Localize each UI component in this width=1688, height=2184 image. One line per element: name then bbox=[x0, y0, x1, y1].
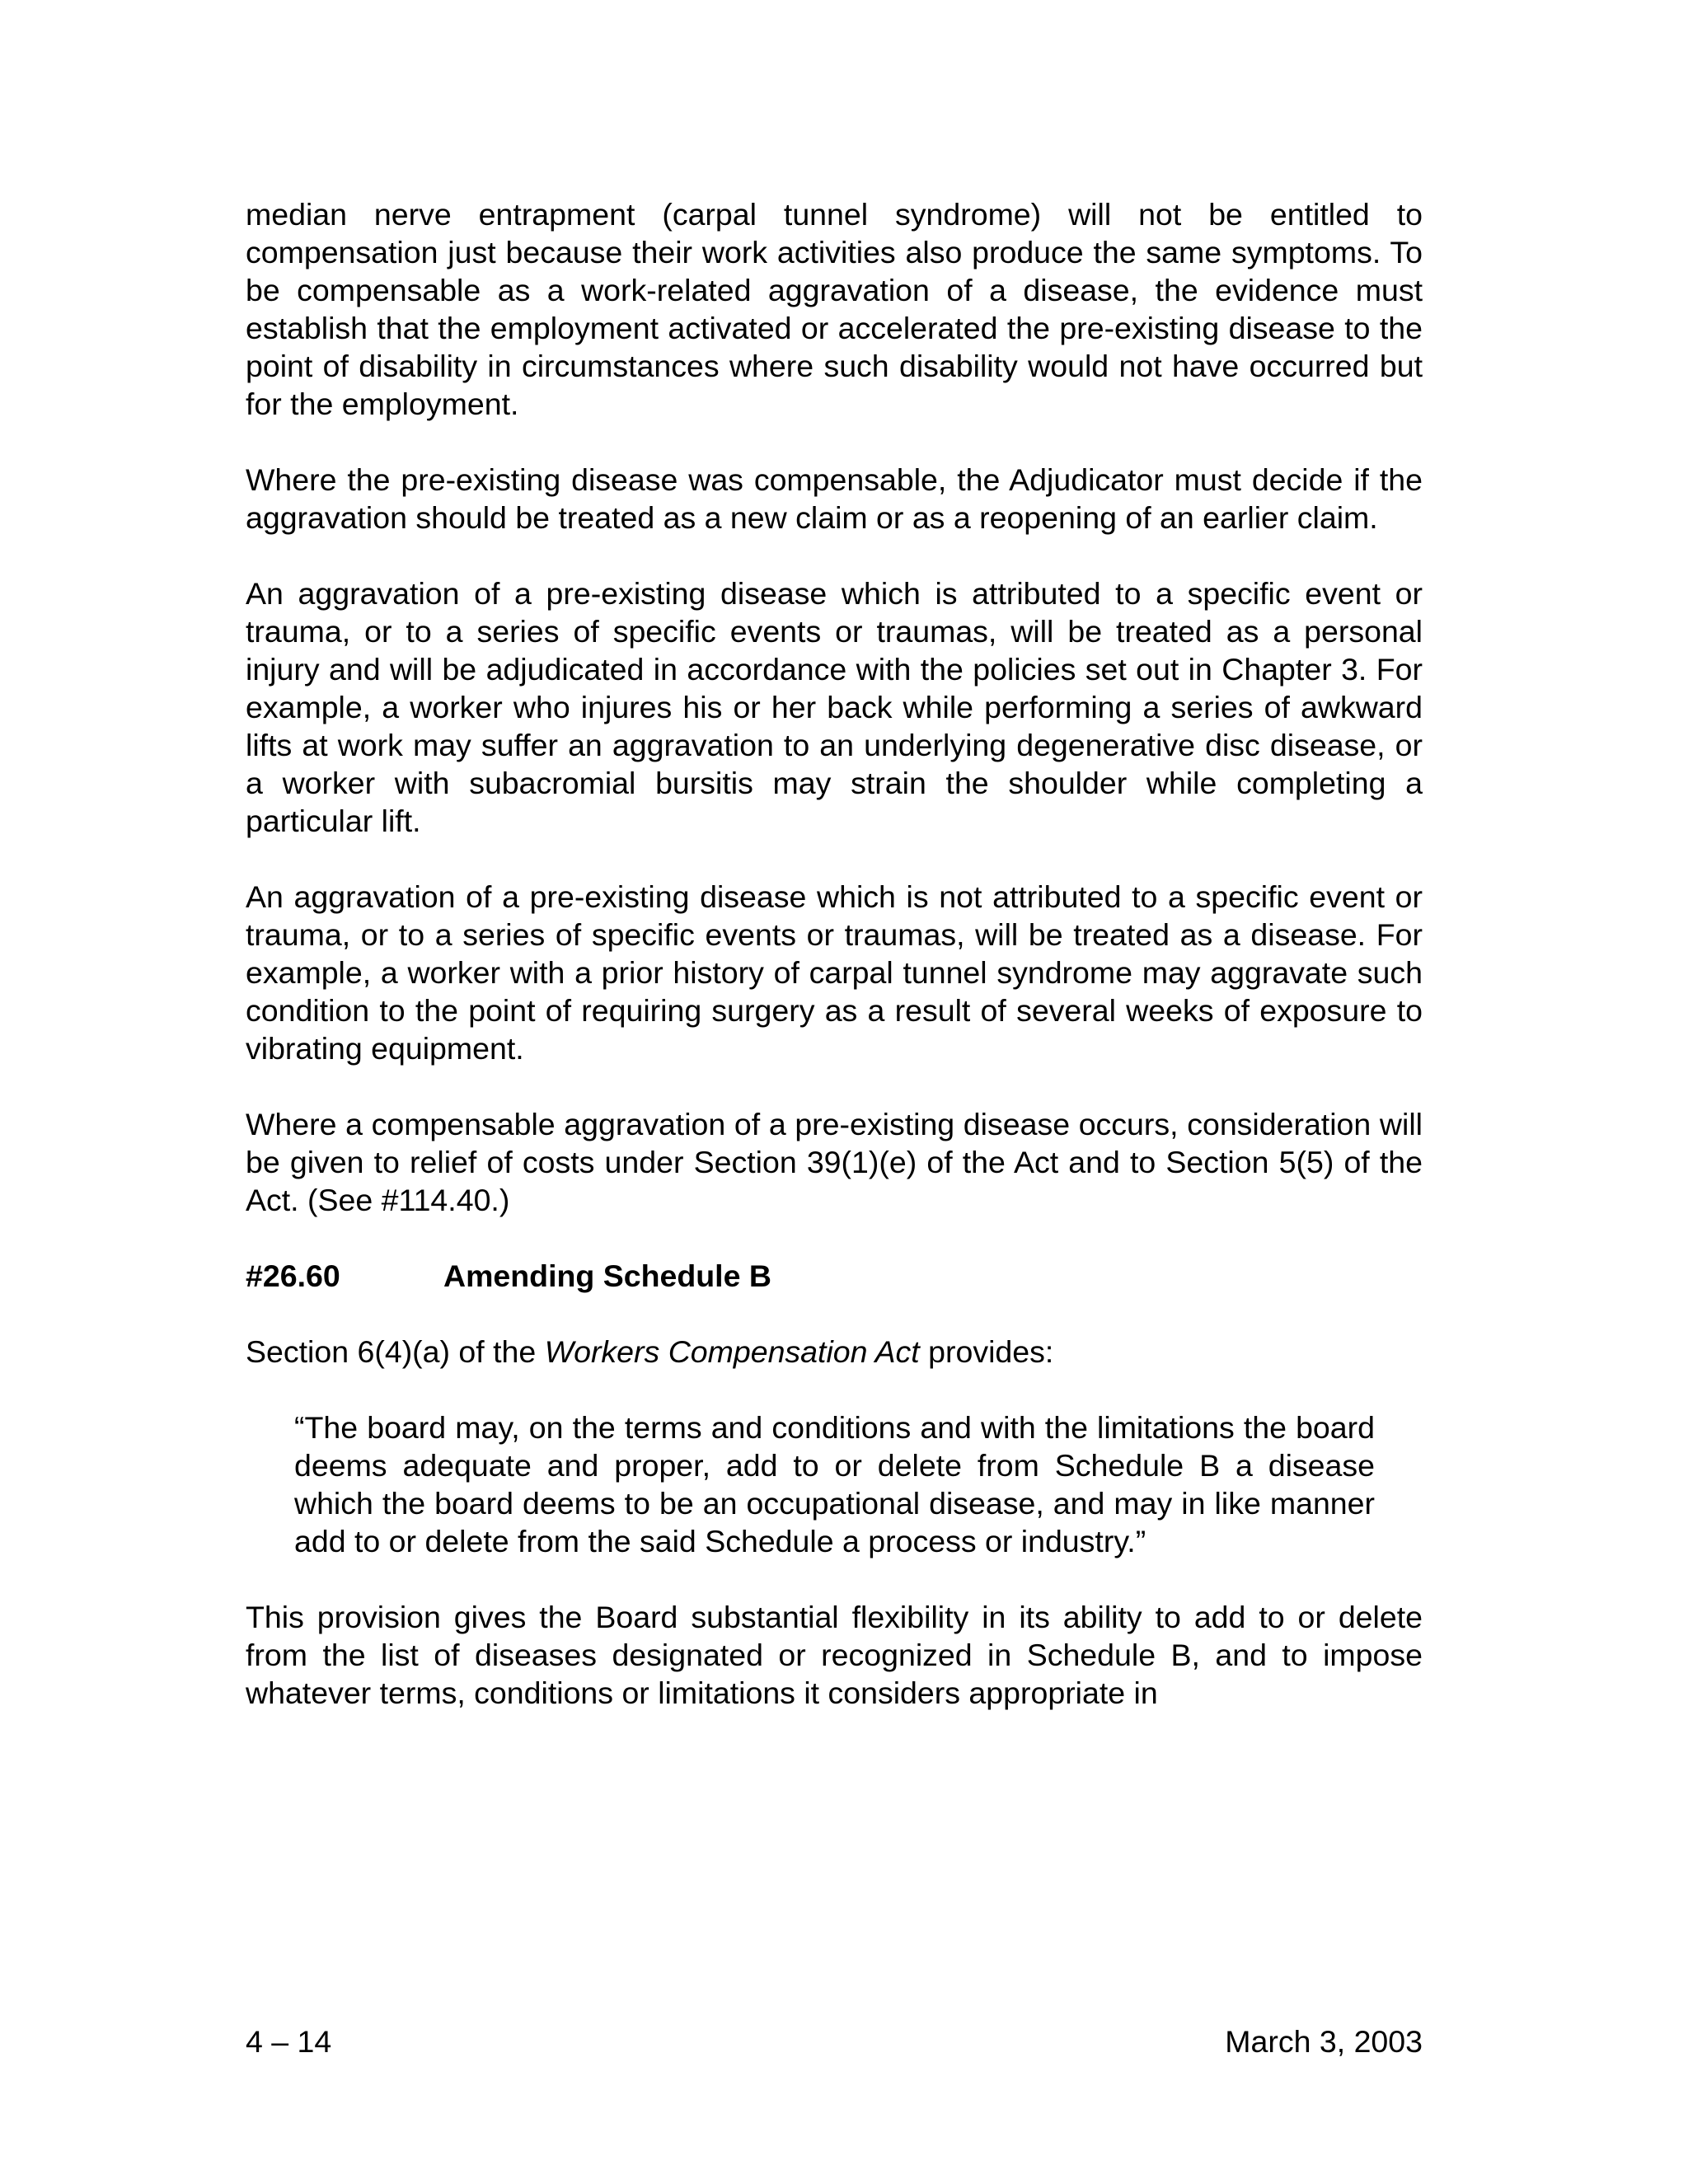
section-heading bbox=[246, 1257, 1423, 1295]
paragraph-median-nerve: median nerve entrapment (carpal tunnel syndrome) will not be entitled to compensation just because their work activities also produce the same symptoms. To be compensable as a work-related aggravation of a disease, the evidence must establish that the employment activated or accelerated the pre-existing disease to the point of disability in circumstances where such disability would not have occurred but for the employment. bbox=[246, 197, 1423, 421]
section-title: Amending Schedule B bbox=[443, 1258, 771, 1293]
paragraph-section-6-4-a bbox=[246, 1333, 1423, 1371]
page-footer bbox=[246, 2022, 1423, 2060]
paragraph-suffix: provides: bbox=[919, 1334, 1054, 1369]
paragraph-specific-event-aggravation: An aggravation of a pre-existing disease which is attributed to a specific event or trauma, or to a series of specific events or traumas, will be treated as a personal injury and will be adjudicated in accordance with the policies set out in Chapter 3. For example, a worker who injures his or her back while performing a series of awkward lifts at work may suffer an aggravation to an underlying degenerative disc disease, or a worker with subacromial bursitis may strain the shoulder while completing a particular lift. bbox=[246, 576, 1423, 838]
paragraph-relief-of-costs: Where a compensable aggravation of a pre-existing disease occurs, consideration will be given to relief of costs under Section 39(1)(e) of the Act and to Section 5(5) of the Act. (See #114.40.) bbox=[246, 1107, 1423, 1217]
document-body bbox=[246, 195, 1423, 1750]
paragraph-board-flexibility: This provision gives the Board substantial flexibility in its ability to add to or delete from the list of diseases designated or recognized in Schedule B, and to impose whatever terms, conditions or limitations it considers appropriate in bbox=[246, 1600, 1423, 1710]
paragraph-compensable-pre-existing: Where the pre-existing disease was compensable, the Adjudicator must decide if the aggravation should be treated as a new claim or as a reopening of an earlier claim. bbox=[246, 462, 1423, 535]
footer-date: March 3, 2003 bbox=[1225, 2024, 1423, 2059]
paragraph-prefix: Section 6(4)(a) of the bbox=[246, 1334, 545, 1369]
act-title-italic: Workers Compensation Act bbox=[544, 1334, 920, 1369]
paragraph-non-specific-aggravation: An aggravation of a pre-existing disease which is not attributed to a specific event or trauma, or to a series of specific events or traumas, will be treated as a disease. For example, a worker with a prior history of carpal tunnel syndrome may aggravate such condition to the point of requiring surgery as a result of several weeks of exposure to vibrating equipment. bbox=[246, 879, 1423, 1066]
section-number: #26.60 bbox=[246, 1258, 340, 1293]
block-quote: “The board may, on the terms and conditions and with the limitations the board deems adequate and proper, add to or delete from Schedule B a disease which the board deems to be an occupational disease, and may in like manner add to or delete from the said Schedule a process or industry.” bbox=[294, 1410, 1375, 1558]
page-number: 4 – 14 bbox=[246, 2024, 332, 2059]
